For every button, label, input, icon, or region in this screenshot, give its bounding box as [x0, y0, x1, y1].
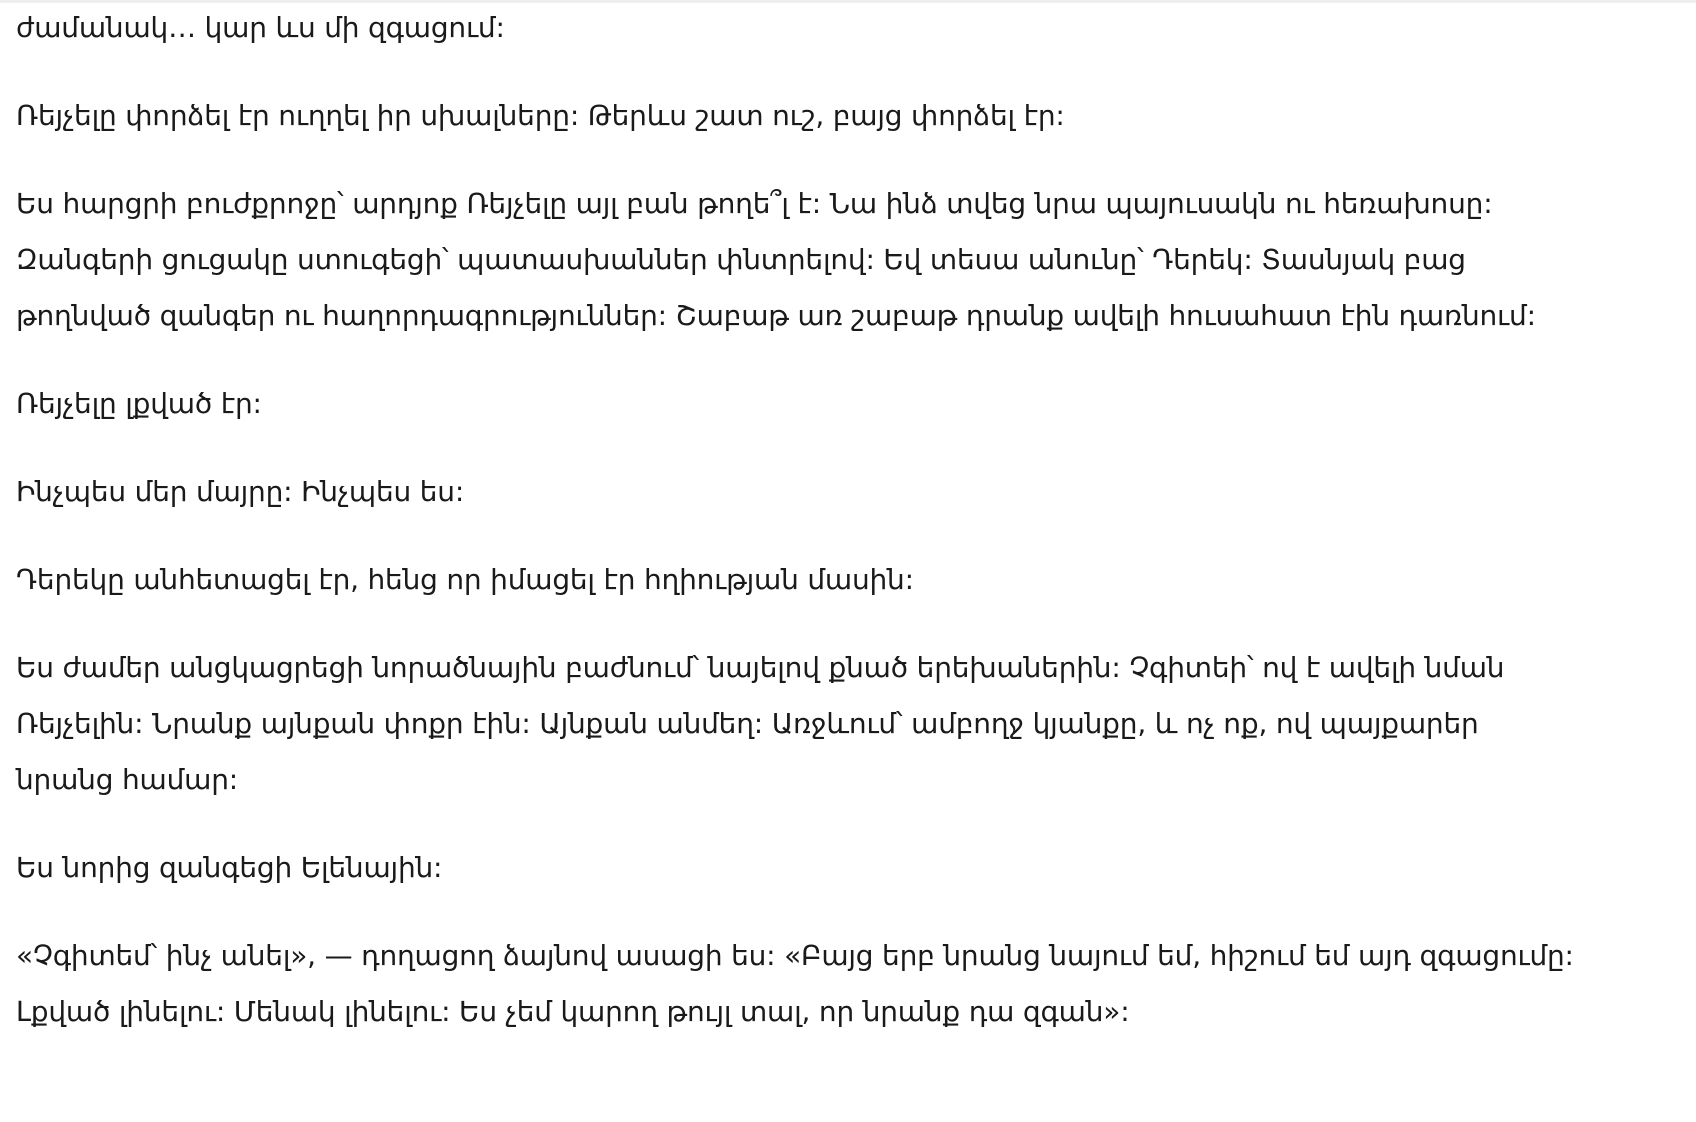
paragraph-9: «Չգիտեմ՝ ինչ անել», — դողացող ձայնով ասացի ես: «Բայց երբ նրանց նայում եմ, հիշում եմ այդ զգացումը: Լքված լինելու: Մենակ լինելու: Ես չեմ կարող թույլ տալ, որ նրանք դա զգան»: — [16, 939, 1574, 1028]
paragraph-3: Ես հարցրի բուժքրոջը՝ արդյոք Ռեյչելը այլ բան թողե՞լ է: Նա ինձ տվեց նրա պայուսակն ու հեռախոսը: Զանգերի ցուցակը ստուգեցի՝ պատասխաններ փնտրելով: Եվ տեսա անունը՝ Դերեկ: Տասնյակ բաց թողնված զանգեր ու հաղորդագրություններ: Շաբաթ առ շաբաթ դրանք ավելի հուսահատ էին դառնում: — [16, 187, 1536, 332]
paragraph-4: Ռեյչելը լքված էր: — [16, 387, 262, 420]
paragraph-1: ժամանակ… կար ևս մի զգացում: — [16, 11, 505, 44]
paragraph-6: Դերեկը անհետացել էր, հենց որ իմացել էր հղիության մասին: — [16, 563, 914, 596]
paragraph-5: Ինչպես մեր մայրը: Ինչպես ես: — [16, 475, 465, 508]
paragraph-7: Ես ժամեր անցկացրեցի նորածնային բաժնում՝ նայելով քնած երեխաներին: Չգիտեի՝ ով է ավելի նման Ռեյչելին: Նրանք այնքան փոքր էին: Այնքան անմեղ: Առջևում՝ ամբողջ կյանքը, և ոչ ոք, ով պայքարեր նրանց համար: — [16, 651, 1505, 796]
document-body — [16, 0, 1576, 1040]
paragraph-8: Ես նորից զանգեցի Ելենային: — [16, 851, 443, 884]
paragraph-2: Ռեյչելը փորձել էր ուղղել իր սխալները: Թերևս շատ ուշ, բայց փորձել էր: — [16, 99, 1065, 132]
